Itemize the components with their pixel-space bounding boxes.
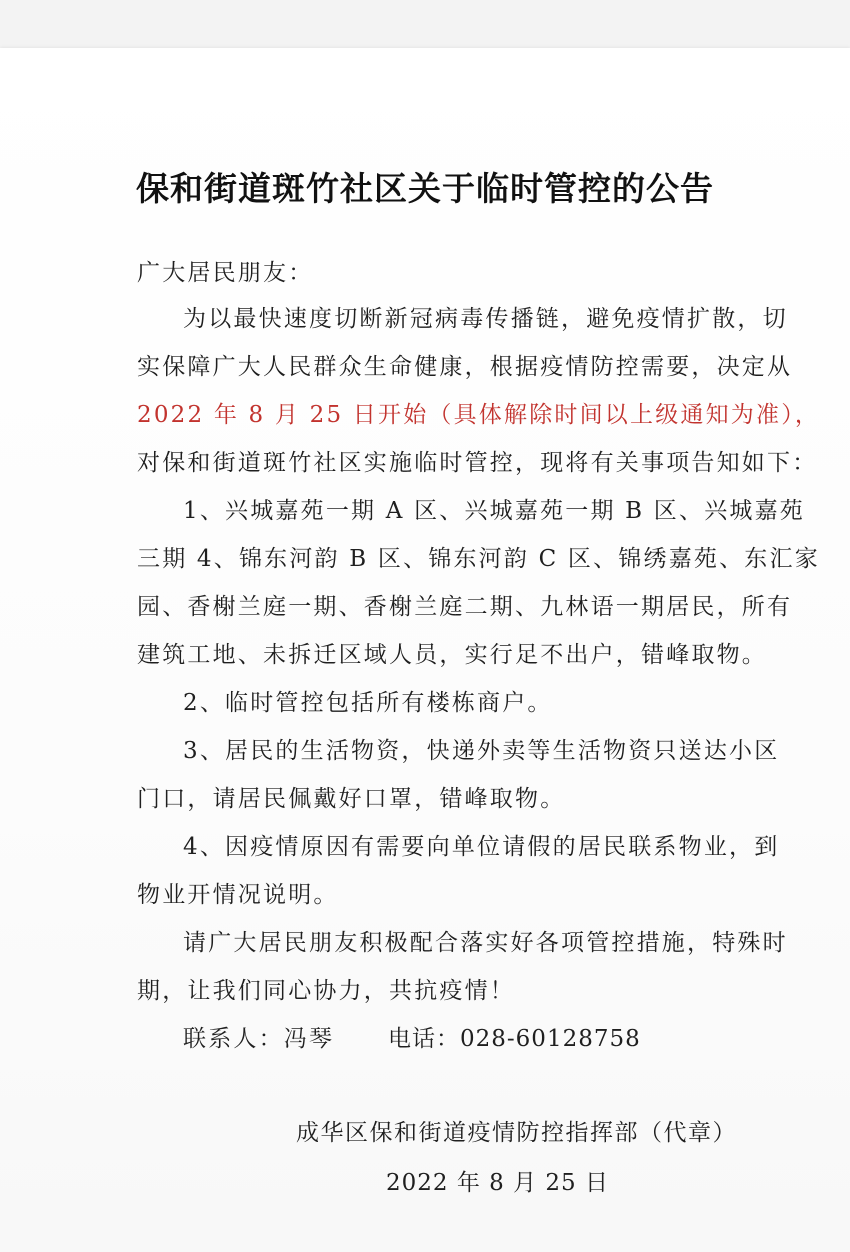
contact-person: 联系人：冯琴 bbox=[183, 1026, 335, 1052]
closing-line-1: 请广大居民朋友积极配合落实好各项管控措施，特殊时 bbox=[183, 930, 788, 956]
item1-line-4: 建筑工地、未拆迁区域人员，实行足不出户，错峰取物。 bbox=[137, 642, 767, 668]
greeting: 广大居民朋友： bbox=[137, 260, 314, 286]
intro-line-2: 实保障广大人民群众生命健康，根据疫情防控需要，决定从 bbox=[137, 354, 793, 380]
item1-line-1: 1、兴城嘉苑一期 A 区、兴城嘉苑一期 B 区、兴城嘉苑 bbox=[183, 498, 805, 524]
closing-line-2: 期，让我们同心协力，共抗疫情！ bbox=[137, 978, 515, 1004]
intro-line-3-date-highlight: 2022 年 8 月 25 日开始（具体解除时间以上级通知为准）， bbox=[137, 402, 821, 428]
issuer: 成华区保和街道疫情防控指挥部（代章） bbox=[296, 1120, 737, 1146]
item4-line-1: 4、因疫情原因有需要向单位请假的居民联系物业，到 bbox=[183, 834, 780, 860]
item1-line-3: 园、香榭兰庭一期、香榭兰庭二期、九林语一期居民，所有 bbox=[137, 594, 793, 620]
item2-line: 2、临时管控包括所有楼栋商户。 bbox=[183, 690, 553, 716]
item3-line-1: 3、居民的生活物资，快递外卖等生活物资只送达小区 bbox=[183, 738, 780, 764]
intro-line-1: 为以最快速度切断新冠病毒传播链，避免疫情扩散，切 bbox=[183, 306, 788, 332]
intro-line-4: 对保和街道斑竹社区实施临时管控，现将有关事项告知如下： bbox=[137, 450, 818, 476]
item3-line-2: 门口，请居民佩戴好口罩，错峰取物。 bbox=[137, 786, 566, 812]
item4-line-2: 物业开情况说明。 bbox=[137, 882, 339, 908]
item1-line-2: 三期 4、锦东河韵 B 区、锦东河韵 C 区、锦绣嘉苑、东汇家 bbox=[137, 546, 820, 572]
issue-date: 2022 年 8 月 25 日 bbox=[386, 1170, 609, 1196]
contact-phone: 电话：028-60128758 bbox=[388, 1026, 641, 1052]
notice-title: 保和街道斑竹社区关于临时管控的公告 bbox=[136, 169, 714, 208]
